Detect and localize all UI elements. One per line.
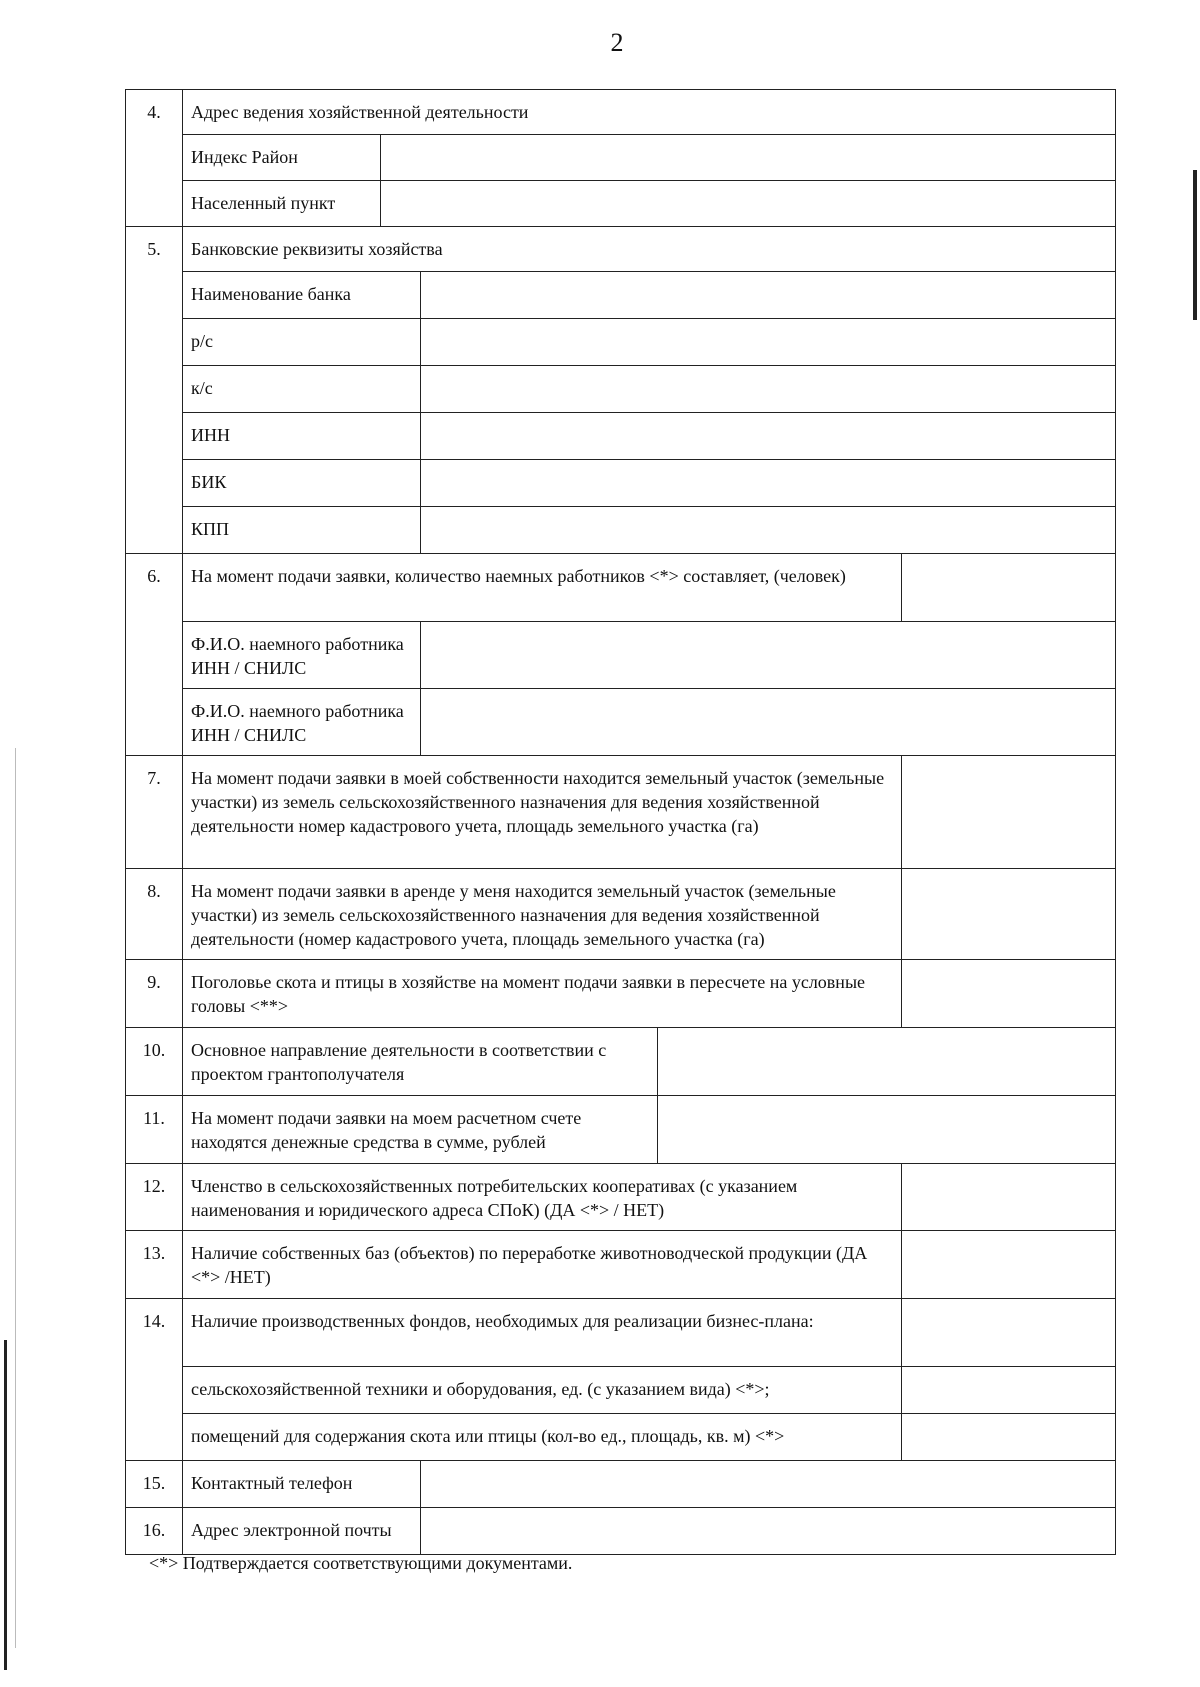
- row-number: 13.: [126, 1231, 183, 1299]
- row-number: 10.: [126, 1028, 183, 1096]
- subfield-label: р/с: [183, 319, 421, 366]
- row-value[interactable]: [902, 1299, 1116, 1367]
- subfield-value[interactable]: [421, 622, 1116, 689]
- subfield-value[interactable]: [902, 1414, 1116, 1461]
- subfield-label: Индекс Район: [183, 135, 381, 181]
- subfield-value[interactable]: [421, 413, 1116, 460]
- subfield-label: Ф.И.О. наемного работника ИНН / СНИЛС: [183, 622, 421, 689]
- subfield-row: [126, 689, 1116, 756]
- subfield-row: [126, 272, 1116, 319]
- form-row-11: [126, 1096, 1116, 1164]
- subfield-label: Наименование банка: [183, 272, 421, 319]
- application-form-table: [125, 89, 1116, 1555]
- form-row-15: [126, 1461, 1116, 1508]
- page-number: 2: [610, 28, 624, 57]
- row-value[interactable]: [902, 1164, 1116, 1231]
- subfield-value[interactable]: [381, 135, 1116, 181]
- subfield-value[interactable]: [421, 366, 1116, 413]
- row-value[interactable]: [658, 1028, 1116, 1096]
- scan-artifact-line: [15, 748, 16, 1648]
- subfield-label: КПП: [183, 507, 421, 554]
- subfield-label: Ф.И.О. наемного работника ИНН / СНИЛС: [183, 689, 421, 756]
- row-number: 8.: [126, 869, 183, 960]
- row-title: Адрес ведения хозяйственной деятельности: [183, 90, 1116, 135]
- row-number: 4.: [126, 90, 183, 227]
- subfield-label: сельскохозяйственной техники и оборудования, ед. (с указанием вида) <*>;: [183, 1367, 902, 1414]
- subfield-row: [126, 413, 1116, 460]
- subfield-label: помещений для содержания скота или птицы (кол-во ед., площадь, кв. м) <*>: [183, 1414, 902, 1461]
- subfield-value[interactable]: [421, 507, 1116, 554]
- row-title: Поголовье скота и птицы в хозяйстве на момент подачи заявки в пересчете на условные головы <**>: [183, 960, 902, 1028]
- row-title: Адрес электронной почты: [183, 1508, 421, 1555]
- row-number: 12.: [126, 1164, 183, 1231]
- subfield-value[interactable]: [902, 1367, 1116, 1414]
- subfield-row: [126, 181, 1116, 227]
- subfield-value[interactable]: [421, 460, 1116, 507]
- row-number: 14.: [126, 1299, 183, 1461]
- subfield-row: [126, 460, 1116, 507]
- row-title: Контактный телефон: [183, 1461, 421, 1508]
- row-value[interactable]: [902, 869, 1116, 960]
- row-title: На момент подачи заявки в аренде у меня находится земельный участок (земельные участки) из земель сельскохозяйственного назначения для ведения хозяйственной деятельности (номер кадастрового учета, площадь земельного участка (га): [183, 869, 902, 960]
- row-value[interactable]: [421, 1461, 1116, 1508]
- row-number: 11.: [126, 1096, 183, 1164]
- row-value[interactable]: [902, 1231, 1116, 1299]
- row-title: Основное направление деятельности в соответствии с проектом грантополучателя: [183, 1028, 658, 1096]
- subfield-label: к/с: [183, 366, 421, 413]
- row-value[interactable]: [658, 1096, 1116, 1164]
- form-row-10: [126, 1028, 1116, 1096]
- form-row-12: [126, 1164, 1116, 1231]
- row-value[interactable]: [421, 1508, 1116, 1555]
- subfield-label: БИК: [183, 460, 421, 507]
- row-number: 7.: [126, 756, 183, 869]
- footnote: <*> Подтверждается соответствующими документами.: [149, 1553, 573, 1573]
- subfield-label: ИНН: [183, 413, 421, 460]
- row-number: 16.: [126, 1508, 183, 1555]
- subfield-row: [126, 622, 1116, 689]
- subfield-row: [126, 135, 1116, 181]
- row-title: На момент подачи заявки на моем расчетном счете находятся денежные средства в сумме, рублей: [183, 1096, 658, 1164]
- form-row-16: [126, 1508, 1116, 1555]
- subfield-row: [126, 1367, 1116, 1414]
- row-title: Членство в сельскохозяйственных потребительских кооперативах (с указанием наименования и юридического адреса СПоК) (ДА <*> / НЕТ): [183, 1164, 902, 1231]
- form-row-7: [126, 756, 1116, 869]
- subfield-value[interactable]: [421, 319, 1116, 366]
- form-row-5: [126, 227, 1116, 272]
- scan-artifact-right: [1193, 170, 1197, 320]
- row-number: 9.: [126, 960, 183, 1028]
- form-row-4: [126, 90, 1116, 135]
- subfield-value[interactable]: [421, 272, 1116, 319]
- row-value[interactable]: [902, 960, 1116, 1028]
- subfield-value[interactable]: [421, 689, 1116, 756]
- subfield-row: [126, 1414, 1116, 1461]
- row-title: На момент подачи заявки, количество наемных работников <*> составляет, (человек): [183, 554, 902, 622]
- subfield-row: [126, 319, 1116, 366]
- row-value[interactable]: [902, 554, 1116, 622]
- form-row-9: [126, 960, 1116, 1028]
- row-title: Наличие производственных фондов, необходимых для реализации бизнес-плана:: [183, 1299, 902, 1367]
- row-title: Банковские реквизиты хозяйства: [183, 227, 1116, 272]
- subfield-row: [126, 366, 1116, 413]
- row-title: На момент подачи заявки в моей собственности находится земельный участок (земельные участки) из земель сельскохозяйственного назначения для ведения хозяйственной деятельности номер кадастрового учета, площадь земельного участка (га): [183, 756, 902, 869]
- row-value[interactable]: [902, 756, 1116, 869]
- scan-artifact-left: [4, 1340, 7, 1670]
- row-number: 6.: [126, 554, 183, 756]
- form-row-6: [126, 554, 1116, 622]
- form-row-14: [126, 1299, 1116, 1367]
- subfield-row: [126, 507, 1116, 554]
- subfield-label: Населенный пункт: [183, 181, 381, 227]
- form-row-13: [126, 1231, 1116, 1299]
- row-number: 15.: [126, 1461, 183, 1508]
- form-row-8: [126, 869, 1116, 960]
- row-number: 5.: [126, 227, 183, 554]
- subfield-value[interactable]: [381, 181, 1116, 227]
- row-title: Наличие собственных баз (объектов) по переработке животноводческой продукции (ДА <*> /НЕТ): [183, 1231, 902, 1299]
